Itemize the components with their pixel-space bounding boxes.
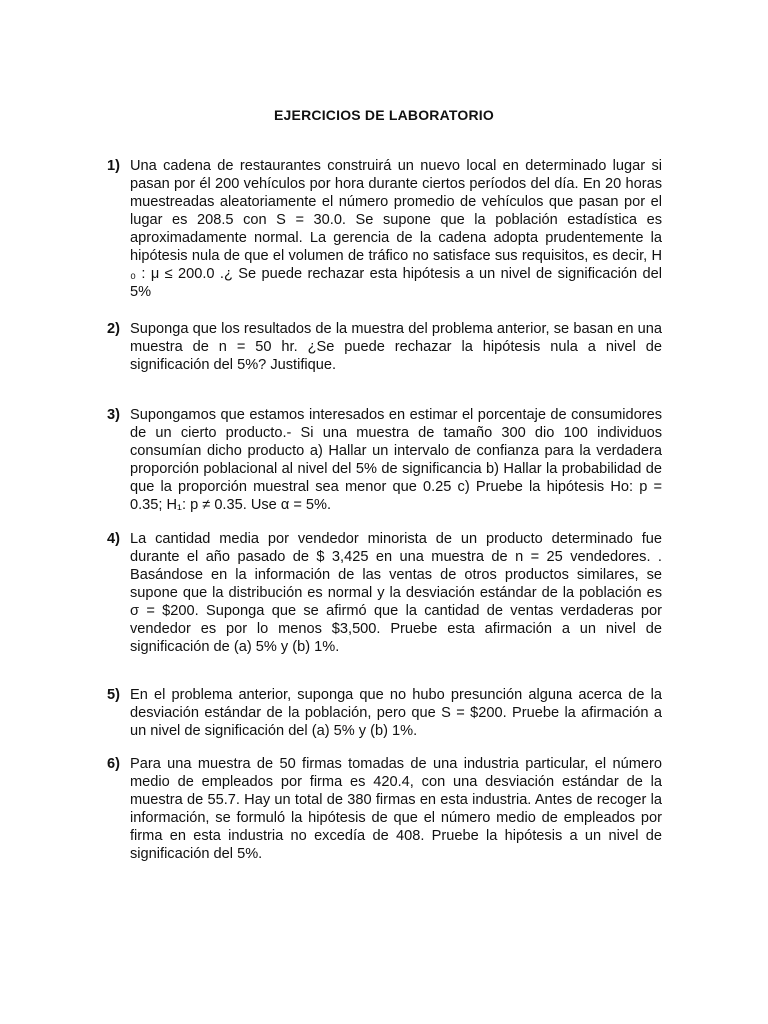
exercise-number: 5) (107, 687, 120, 703)
exercise-2 (107, 320, 662, 374)
document-title: EJERCICIOS DE LABORATORIO (274, 107, 494, 123)
exercise-text: Supongamos que estamos interesados en estimar el porcentaje de consumidores de un cierto producto.- Si una muestra de tamaño 300 dio 100 individuos consumían dicho producto a) Hallar un intervalo de confianza para la verdadera proporción poblacional al nivel del 5% de significancia b) Hallar la probabilidad de que la proporción muestral sea menor que 0.25 c) Pruebe la hipótesis Ho: p = 0.35; H₁: p ≠ 0.35. Use α = 5%. (130, 407, 662, 513)
exercise-number: 1) (107, 158, 120, 174)
exercise-text: Para una muestra de 50 firmas tomadas de una industria particular, el número medio de empleados por firma es 420.4, con una desviación estándar de la muestra de 55.7. Hay un total de 380 firmas en esta industria. Antes de recoger la información, se formuló la hipótesis de que el número medio de empleados por firma en esta industria no excedía de 408. Pruebe la hipótesis a un nivel de significación del 5%. (130, 756, 662, 862)
exercise-3 (107, 406, 662, 514)
exercise-1 (107, 157, 662, 301)
exercise-text: La cantidad media por vendedor minorista de un producto determinado fue durante el año pasado de $ 3,425 en una muestra de n = 25 vendedores. . Basándose en la información de las ventas de otros productos similares, se supone que la distribución es normal y la desviación estándar de la población es σ = $200. Suponga que se afirmó que la cantidad de ventas verdaderas por vendedor es por lo menos $3,500. Pruebe esta afirmación a un nivel de significación de (a) 5% y (b) 1%. (130, 531, 662, 655)
exercise-number: 2) (107, 321, 120, 337)
exercise-5 (107, 686, 662, 740)
exercise-6 (107, 755, 662, 863)
exercise-text: Suponga que los resultados de la muestra del problema anterior, se basan en una muestra de n = 50 hr. ¿Se puede rechazar la hipótesis nula a nivel de significación del 5%? Justifique. (130, 321, 662, 373)
exercise-4 (107, 530, 662, 656)
exercise-text: Una cadena de restaurantes construirá un nuevo local en determinado lugar si pasan por él 200 vehículos por hora durante ciertos períodos del día. En 20 horas muestreadas aleatoriamente el número promedio de vehículos que pasan por el lugar es 208.5 con S = 30.0. Se supone que la población estadística es aproximadamente normal. La gerencia de la cadena adopta prudentemente la hipótesis nula de que el volumen de tráfico no satisface sus requisitos, es decir, H ₀ : μ ≤ 200.0 .¿ Se puede rechazar esta hipótesis a un nivel de significación del 5% (130, 158, 662, 300)
exercise-number: 3) (107, 407, 120, 423)
exercise-number: 4) (107, 531, 120, 547)
exercise-text: En el problema anterior, suponga que no hubo presunción alguna acerca de la desviación estándar de la población, pero que S = $200. Pruebe la afirmación a un nivel de significación del (a) 5% y (b) 1%. (130, 687, 662, 739)
exercise-number: 6) (107, 756, 120, 772)
